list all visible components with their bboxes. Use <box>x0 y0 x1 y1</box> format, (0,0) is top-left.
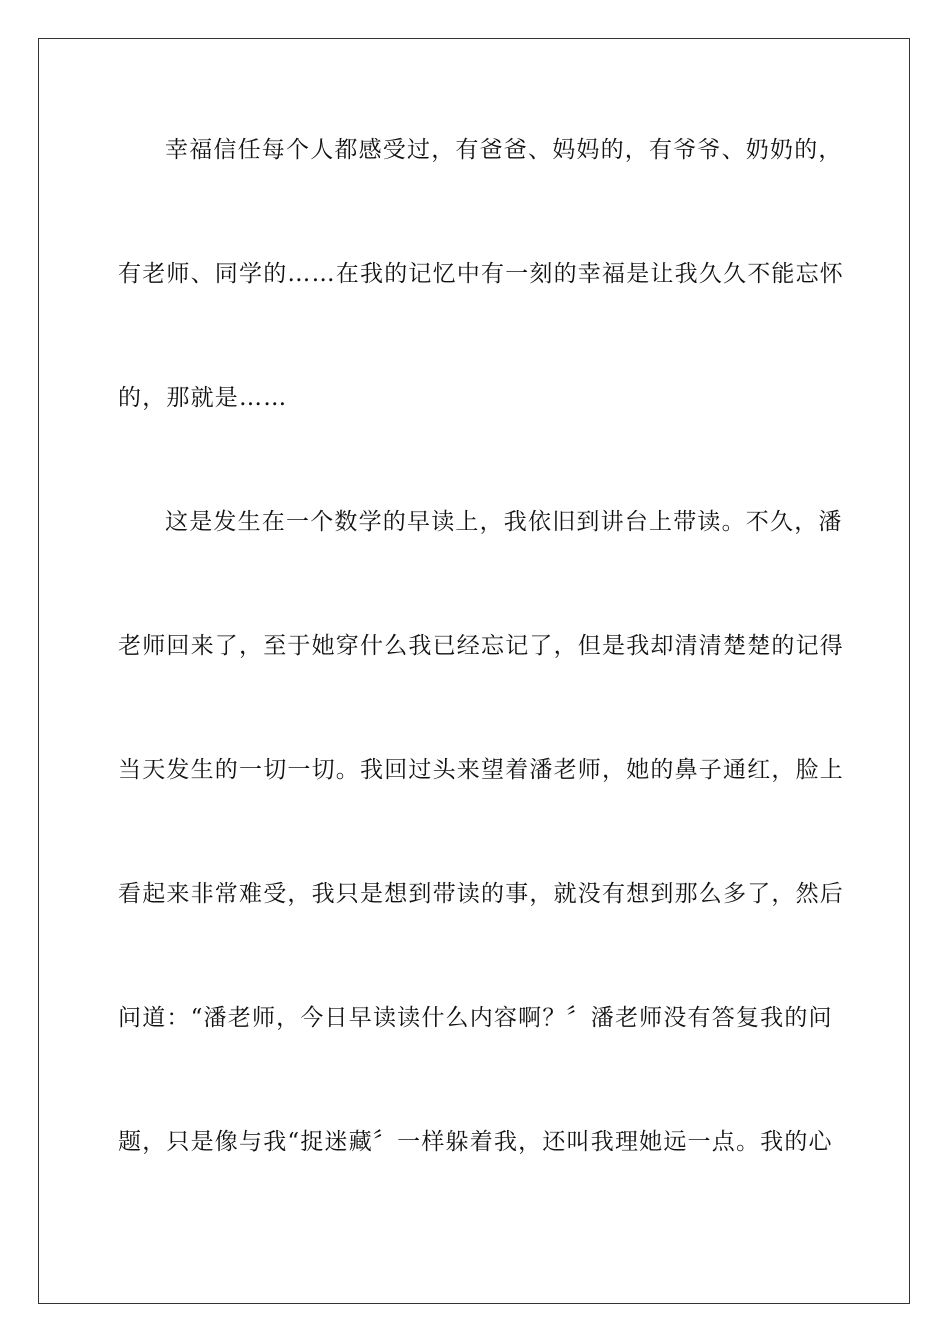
paragraph-2-line-6: 题，只是像与我“捉迷藏〞一样躲着我，还叫我理她远一点。我的心 <box>118 1129 833 1155</box>
paragraph-2-line-4: 看起来非常难受，我只是想到带读的事，就没有想到那么多了，然后 <box>118 881 844 907</box>
paragraph-2-line-5: 问道：“潘老师，今日早读读什么内容啊？〞潘老师没有答复我的问 <box>118 1005 833 1031</box>
paragraph-1-line-2: 有老师、同学的……在我的记忆中有一刻的幸福是让我久久不能忘怀 <box>118 261 844 287</box>
paragraph-1-line-1: 幸福信任每个人都感受过，有爸爸、妈妈的，有爷爷、奶奶的， <box>165 137 843 163</box>
paragraph-2-line-1: 这是发生在一个数学的早读上，我依旧到讲台上带读。不久，潘 <box>165 509 843 535</box>
paragraph-1-line-3: 的，那就是…… <box>118 385 288 411</box>
paragraph-2-line-2: 老师回来了，至于她穿什么我已经忘记了，但是我却清清楚楚的记得 <box>118 633 844 659</box>
page-border <box>38 38 910 1304</box>
paragraph-2-line-3: 当天发生的一切一切。我回过头来望着潘老师，她的鼻子通红，脸上 <box>118 757 844 783</box>
